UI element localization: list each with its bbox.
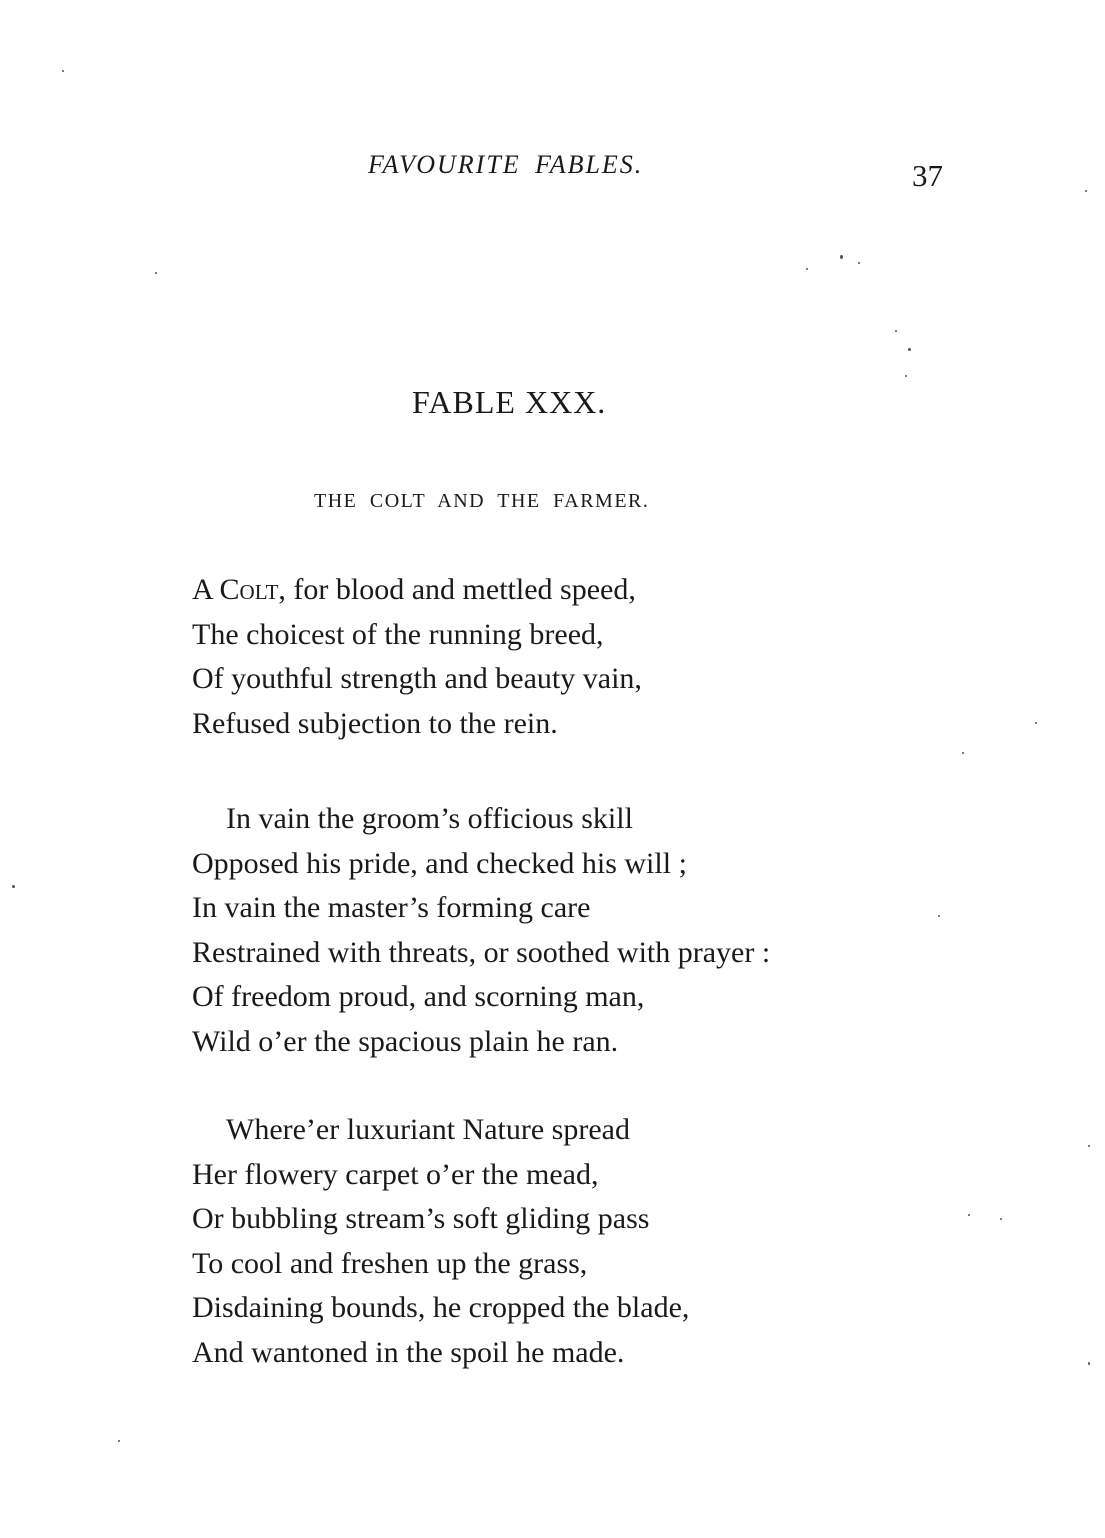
scan-speck — [806, 268, 808, 270]
scan-speck — [840, 255, 843, 259]
scan-speck — [1088, 1145, 1090, 1147]
running-head: FAVOURITE FABLES. — [368, 150, 644, 179]
scan-speck — [938, 915, 940, 917]
poem-line: Where’er luxuriant Nature spread — [226, 1113, 630, 1146]
poem-line — [192, 568, 642, 613]
scan-speck — [908, 348, 911, 351]
poem-line: Refused subjection to the rein. — [192, 706, 558, 740]
poem-line: Restrained with threats, or soothed with prayer : — [192, 935, 771, 969]
poem-line: And wantoned in the spoil he made. — [192, 1335, 625, 1369]
poem-line: Or bubbling stream’s soft gliding pass — [192, 1202, 650, 1235]
scan-speck — [905, 375, 907, 377]
scan-speck — [858, 262, 860, 264]
scan-speck — [1035, 722, 1037, 724]
first-word-smallcaps: Colt — [219, 573, 279, 606]
first-line-rest: , for blood and mettled speed, — [278, 573, 636, 606]
scan-speck — [1085, 190, 1087, 192]
scan-speck — [968, 1214, 970, 1216]
stanza-1 — [192, 568, 642, 746]
poem-line: Disdaining bounds, he cropped the blade, — [192, 1291, 690, 1324]
poem-line: To cool and freshen up the grass, — [192, 1246, 588, 1280]
first-word: A — [192, 573, 220, 606]
scan-speck — [62, 70, 64, 72]
scan-speck — [1088, 1362, 1090, 1365]
scan-speck — [962, 752, 964, 754]
scan-speck — [155, 272, 157, 274]
poem-line: Wild o’er the spacious plain he ran. — [192, 1024, 619, 1058]
poem-line: Opposed his pride, and checked his will ; — [192, 846, 687, 880]
poem-line: The choicest of the running breed, — [192, 617, 604, 651]
poem-line: Of freedom proud, and scorning man, — [192, 980, 645, 1013]
page-number: 37 — [912, 158, 943, 193]
scan-speck — [12, 885, 15, 888]
poem-line: Of youthful strength and beauty vain, — [192, 662, 642, 695]
poem-line: In vain the master’s forming care — [192, 891, 591, 924]
stanza-2 — [192, 797, 770, 1064]
fable-number: FABLE XXX. — [412, 384, 607, 420]
scan-speck — [118, 1440, 120, 1442]
poem-line: Her flowery carpet o’er the mead, — [192, 1157, 599, 1191]
stanza-3 — [192, 1108, 689, 1375]
fable-subtitle: THE COLT AND THE FARMER. — [314, 490, 650, 512]
poem-line: In vain the groom’s officious skill — [226, 802, 633, 835]
scan-speck — [895, 330, 897, 332]
scan-speck — [1000, 1218, 1002, 1220]
